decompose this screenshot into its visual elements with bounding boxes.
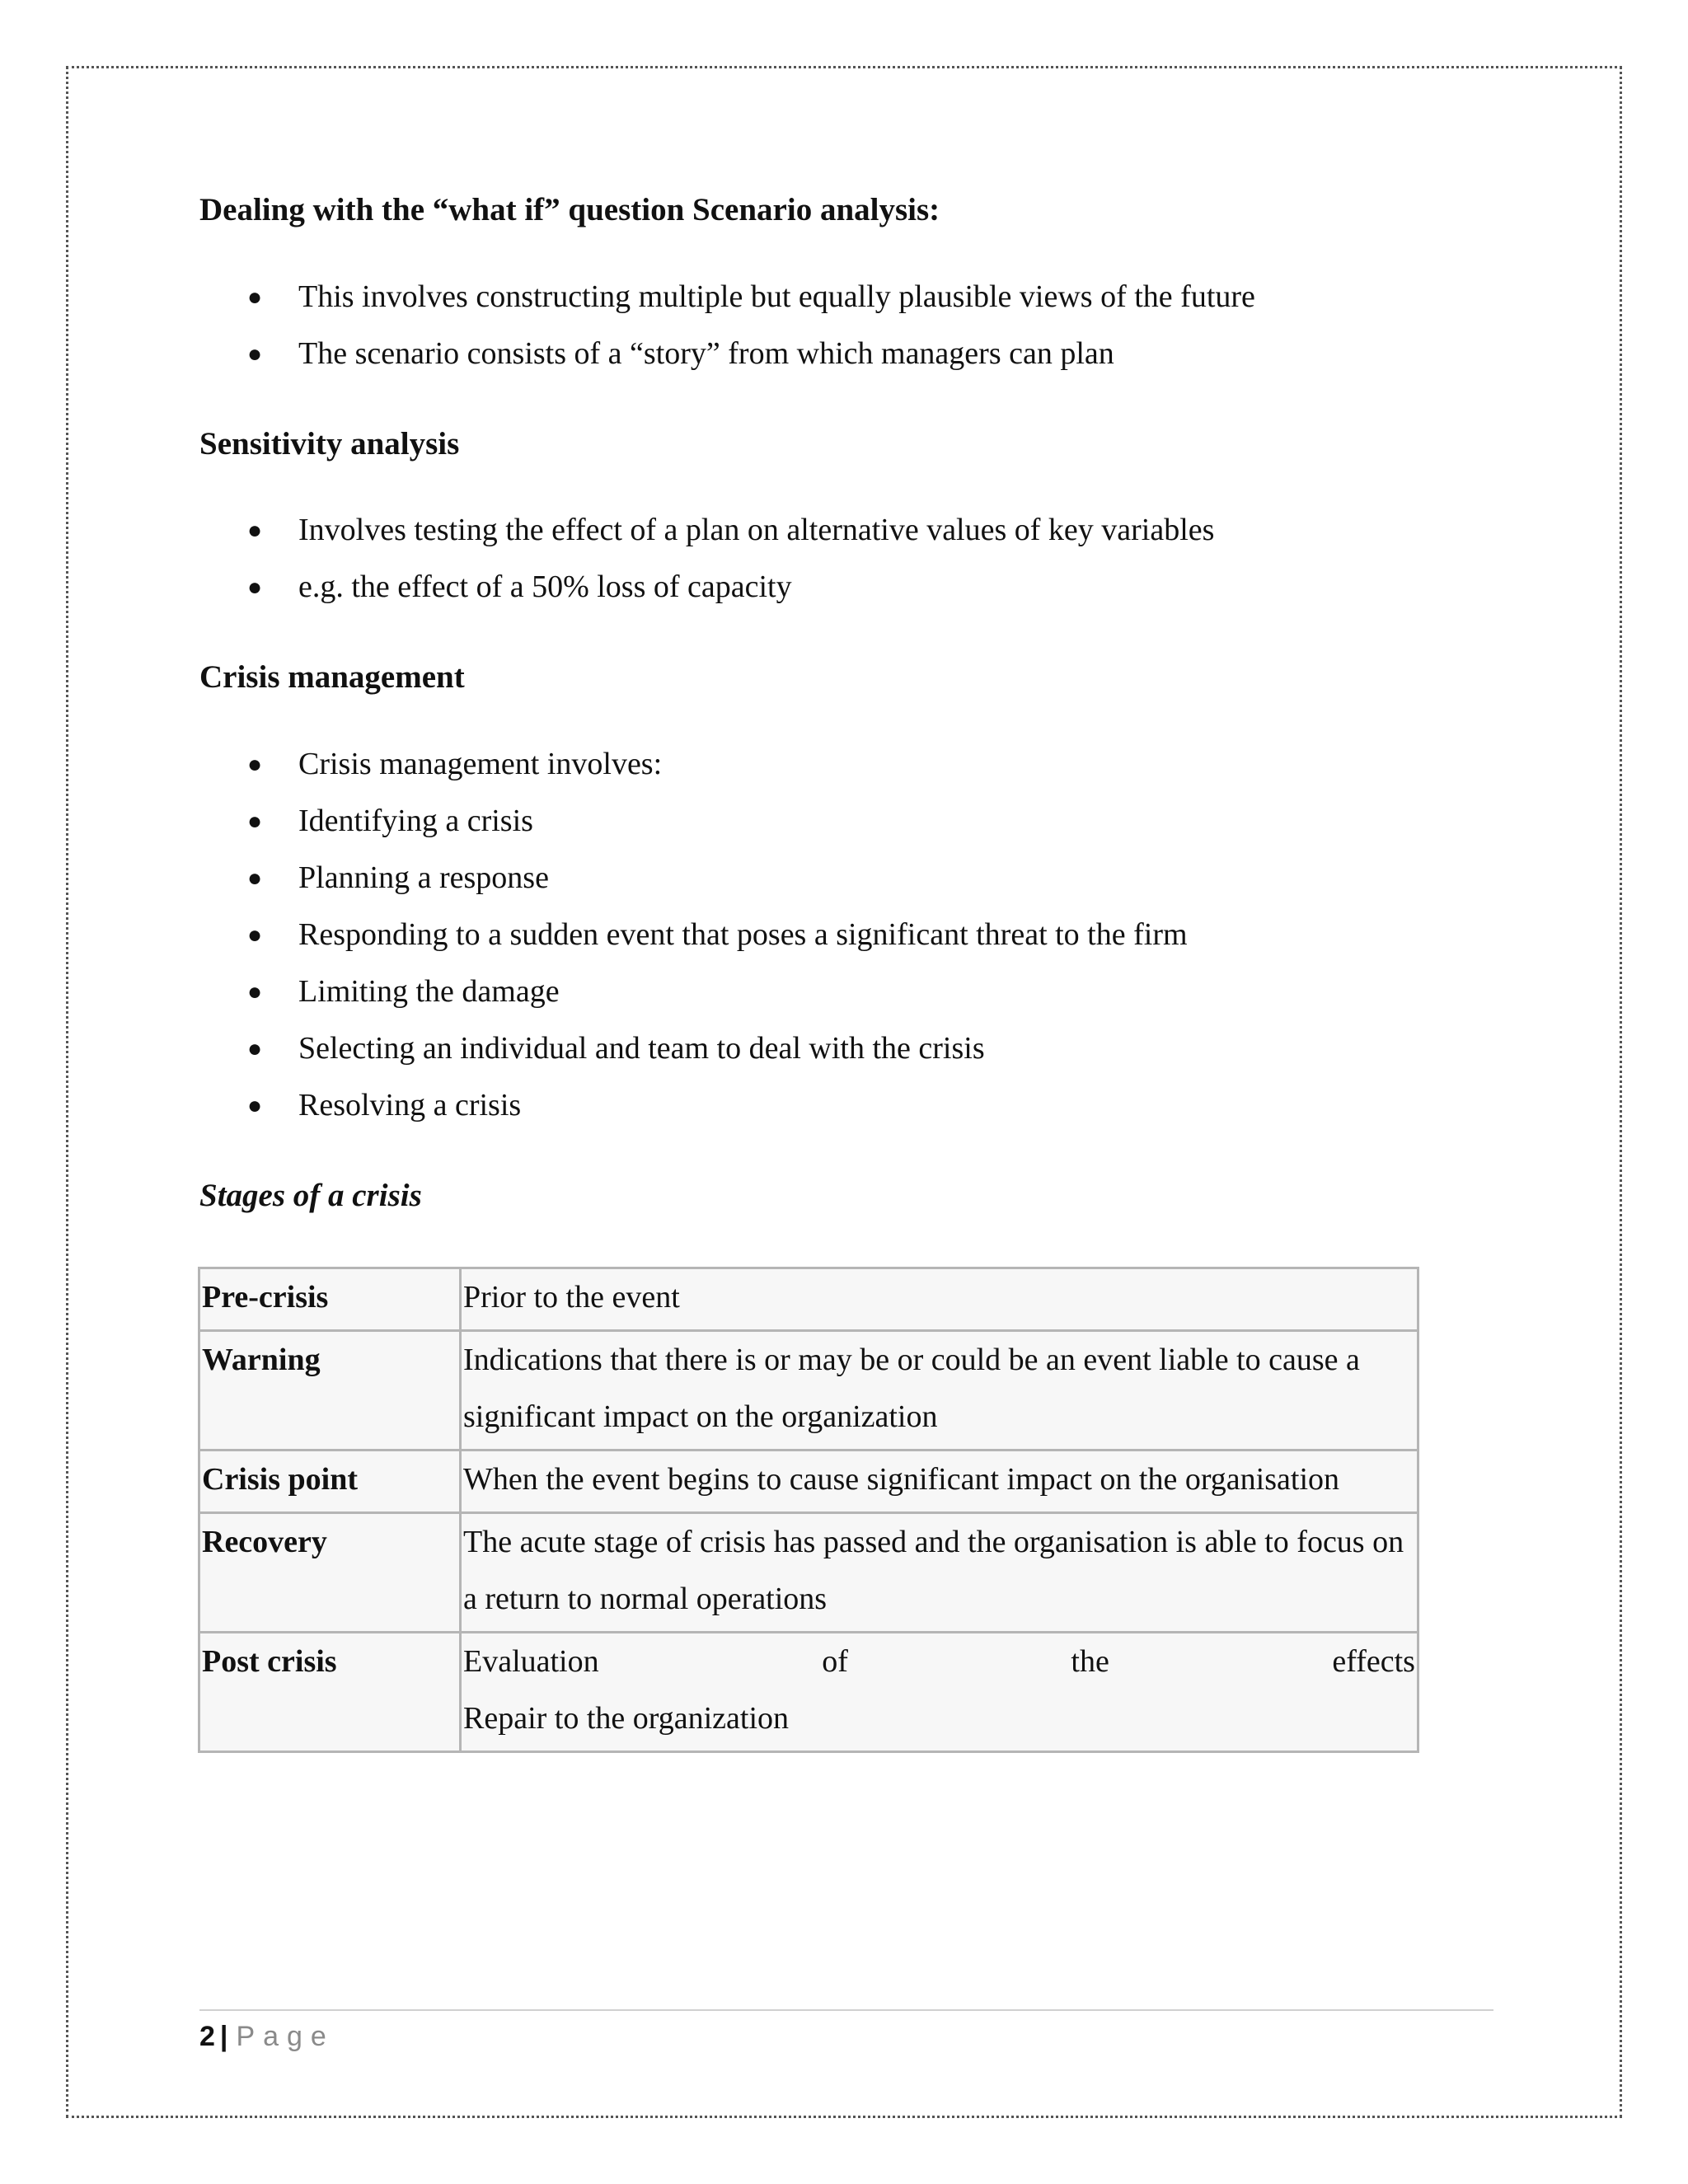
stages-table [198,1267,1419,1753]
bullet-icon: ● [247,283,263,311]
justified-line [463,1633,1415,1690]
list-item [199,793,1419,850]
list-item [199,269,1419,326]
word: of [822,1643,848,1679]
table-row [199,1632,1418,1751]
list-item [199,736,1419,793]
bullet-icon: ● [247,1035,263,1063]
list-item [199,502,1419,559]
word: Evaluation [463,1643,599,1679]
list-item-text: Identifying a crisis [298,804,533,839]
description-cell: Indications that there is or may be or could be an event liable to cause a significant impact on the organization [461,1330,1418,1450]
list-crisis [199,736,1419,1134]
list-item-text: This involves constructing multiple but equally plausible views of the future [298,279,1255,314]
bullet-icon: ● [247,340,263,368]
description-cell: Prior to the event [461,1268,1418,1330]
list-item [199,559,1419,616]
bullet-icon: ● [247,1092,263,1120]
table-row [199,1268,1418,1330]
table-row [199,1450,1418,1512]
list-scenario [199,269,1419,382]
list-item-text: Limiting the damage [298,974,560,1010]
bullet-icon: ● [247,574,263,602]
list-item [199,907,1419,963]
bullet-icon: ● [247,921,263,949]
list-item [199,963,1419,1020]
stage-cell: Recovery [199,1512,461,1632]
list-item-text: Involves testing the effect of a plan on alternative values of key variables [298,513,1215,548]
description-cell: When the event begins to cause significant impact on the organisation [461,1450,1418,1512]
bullet-icon: ● [247,751,263,779]
list-item [199,1020,1419,1077]
list-item-text: The scenario consists of a “story” from which managers can plan [298,335,1114,371]
bullet-icon: ● [247,517,263,545]
table-row [199,1330,1418,1450]
stage-cell: Warning [199,1330,461,1450]
table-row [199,1512,1418,1632]
document-body [199,190,1419,1753]
list-item-text: e.g. the effect of a 50% loss of capacity [298,569,792,605]
list-item-text: Selecting an individual and team to deal with the crisis [298,1031,985,1066]
stage-cell: Crisis point [199,1450,461,1512]
list-item-text: Responding to a sudden event that poses a significant threat to the firm [298,917,1188,953]
description-cell: The acute stage of crisis has passed and the organisation is able to focus on a return to normal operations [461,1512,1418,1632]
bullet-icon: ● [247,808,263,836]
bullet-icon: ● [247,865,263,893]
heading-crisis-management: Crisis management [199,659,465,696]
stage-cell: Pre-crisis [199,1268,461,1330]
list-item [199,1077,1419,1134]
list-sensitivity [199,502,1419,616]
heading-stages-of-crisis: Stages of a crisis [199,1178,422,1214]
word: effects [1332,1643,1415,1679]
page-number: 2 [199,2021,215,2052]
page-label: Page [236,2021,335,2052]
list-item [199,850,1419,907]
description-cell [461,1632,1418,1751]
bullet-icon: ● [247,978,263,1006]
footer-separator: | [219,2021,228,2052]
list-item-text: Crisis management involves: [298,747,663,782]
stage-cell: Post crisis [199,1632,461,1751]
list-item-text: Resolving a crisis [298,1088,522,1123]
list-item [199,326,1419,382]
list-item-text: Planning a response [298,860,549,896]
heading-sensitivity-analysis: Sensitivity analysis [199,425,460,462]
heading-scenario-analysis: Dealing with the “what if” question Scenario analysis: [199,192,940,227]
word: the [1071,1643,1109,1679]
page-footer [199,2009,1493,2053]
description-line: Repair to the organization [463,1700,790,1736]
